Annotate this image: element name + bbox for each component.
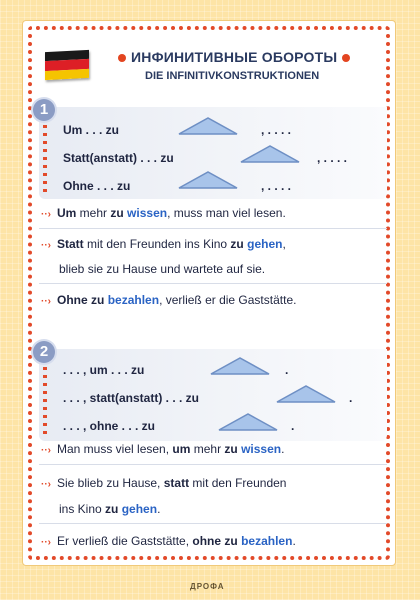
divider bbox=[39, 523, 387, 524]
pattern-left: Ohne . . . zu bbox=[63, 179, 131, 193]
divider bbox=[39, 228, 387, 229]
arrow-icon: ··› bbox=[41, 296, 51, 307]
example-sentence: ··› Man muss viel lesen, um mehr zu wissen. bbox=[41, 442, 285, 456]
title-russian: ИНФИНИТИВНЫЕ ОБОРОТЫ bbox=[113, 49, 355, 65]
example-sentence: ··› Sie blieb zu Hause, statt mit den Freunden bbox=[41, 476, 287, 490]
section-number-badge: 1 bbox=[33, 99, 55, 121]
pattern-left: . . . , statt(anstatt) . . . zu bbox=[63, 391, 200, 405]
section-number-badge: 2 bbox=[33, 341, 55, 363]
example-sentence: ··› Statt mit den Freunden ins Kino zu gehen, bbox=[41, 237, 286, 251]
dashed-marker bbox=[43, 125, 47, 195]
publisher-logo: ДРОФА bbox=[190, 582, 225, 591]
pattern-right: , . . . . bbox=[261, 123, 292, 137]
pattern-left: Um . . . zu bbox=[63, 123, 120, 137]
divider bbox=[39, 464, 387, 465]
example-sentence: ··› Er verließ die Gaststätte, ohne zu bezahlen. bbox=[41, 534, 296, 548]
arrow-icon: ··› bbox=[41, 445, 51, 456]
example-sentence: ··› Ohne zu bezahlen, verließ er die Gaststätte. bbox=[41, 293, 297, 307]
title-german: DIE INFINITIVKONSTRUKTIONEN bbox=[145, 70, 320, 82]
verb-triangle-icon bbox=[177, 170, 239, 190]
poster-header bbox=[35, 33, 385, 91]
pattern-left: . . . , ohne . . . zu bbox=[63, 419, 156, 433]
verb-triangle-icon bbox=[209, 356, 271, 376]
german-flag-icon bbox=[45, 50, 89, 80]
verb-triangle-icon bbox=[177, 116, 239, 136]
pattern-panel-1 bbox=[39, 101, 387, 199]
pattern-left: Statt(anstatt) . . . zu bbox=[63, 151, 174, 165]
example-sentence-continuation: blieb sie zu Hause und wartete auf sie. bbox=[59, 262, 266, 276]
poster-card bbox=[22, 20, 396, 566]
pattern-right: , . . . . bbox=[261, 179, 292, 193]
divider bbox=[39, 283, 387, 284]
example-sentence-continuation: ins Kino zu gehen. bbox=[59, 502, 161, 516]
bullet-dot-icon bbox=[118, 54, 126, 62]
pattern-panel-2 bbox=[39, 343, 387, 441]
arrow-icon: ··› bbox=[41, 209, 51, 220]
verb-triangle-icon bbox=[239, 144, 301, 164]
arrow-icon: ··› bbox=[41, 537, 51, 548]
pattern-left: . . . , um . . . zu bbox=[63, 363, 145, 377]
verb-triangle-icon bbox=[217, 412, 279, 432]
example-sentence: ··› Um mehr zu wissen, muss man viel lesen. bbox=[41, 206, 286, 220]
pattern-right: , . . . . bbox=[317, 151, 348, 165]
arrow-icon: ··› bbox=[41, 240, 51, 251]
dashed-marker bbox=[43, 367, 47, 437]
pattern-right: . bbox=[291, 419, 295, 433]
arrow-icon: ··› bbox=[41, 479, 51, 490]
verb-triangle-icon bbox=[275, 384, 337, 404]
pattern-right: . bbox=[349, 391, 353, 405]
pattern-right: . bbox=[285, 363, 289, 377]
bullet-dot-icon bbox=[342, 54, 350, 62]
